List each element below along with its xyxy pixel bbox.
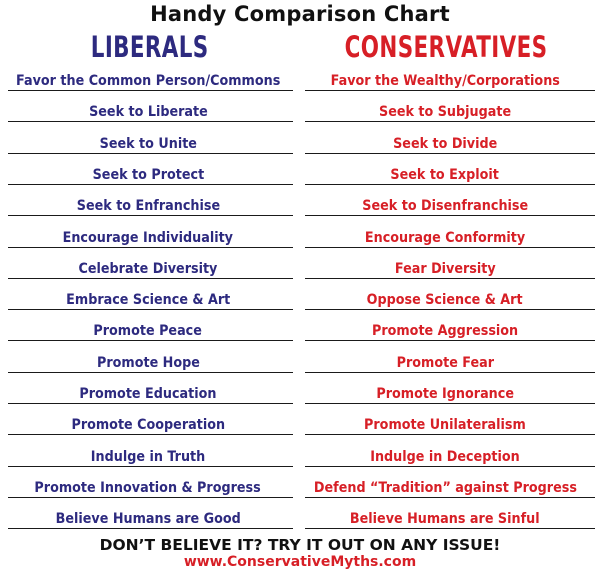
liberal-trait-text: Believe Humans are Good [55, 511, 241, 527]
liberal-trait-text: Encourage Individuality [62, 230, 234, 246]
row-divider-left [8, 215, 293, 216]
comparison-row [0, 248, 600, 279]
row-divider-right [305, 121, 595, 122]
comparison-row [0, 342, 600, 373]
conservative-trait-text: Encourage Conformity [364, 230, 526, 246]
footer-website-link[interactable]: www.ConservativeMyths.com [183, 554, 417, 570]
comparison-row [0, 60, 600, 91]
comparison-row [0, 91, 600, 122]
liberal-trait-text: Seek to Protect [92, 167, 204, 183]
conservatives-heading-text: CONSERVATIVES [344, 30, 548, 64]
row-divider-right [305, 528, 595, 529]
comparison-row [0, 373, 600, 404]
conservative-trait-text: Fear Diversity [394, 261, 496, 277]
conservative-trait-text: Seek to Exploit [390, 167, 500, 183]
row-divider-left [8, 340, 293, 341]
comparison-row [0, 436, 600, 467]
liberal-trait-text: Celebrate Diversity [78, 261, 218, 277]
comparison-row [0, 498, 600, 529]
conservative-trait-text: Indulge in Deception [370, 449, 520, 465]
liberal-trait-text: Promote Peace [93, 323, 203, 339]
row-divider-left [8, 434, 293, 435]
conservative-trait-text: Promote Unilateralism [364, 417, 526, 433]
row-divider-right [305, 215, 595, 216]
conservative-trait-text: Defend “Tradition” against Progress [313, 480, 577, 496]
liberal-trait-text: Promote Hope [96, 355, 200, 371]
liberal-trait-text: Seek to Unite [99, 136, 197, 152]
row-divider-left [8, 528, 293, 529]
liberal-trait-text: Promote Innovation & Progress [34, 480, 262, 496]
footer-call-to-action: DON’T BELIEVE IT? TRY IT OUT ON ANY ISSUE! [99, 536, 501, 554]
comparison-row [0, 279, 600, 310]
comparison-row [0, 217, 600, 248]
liberal-trait-text: Embrace Science & Art [65, 292, 231, 308]
conservative-trait-text: Promote Fear [396, 355, 494, 371]
comparison-row [0, 154, 600, 185]
comparison-row [0, 185, 600, 216]
comparison-row [0, 404, 600, 435]
row-divider-right [305, 340, 595, 341]
liberal-trait-text: Promote Cooperation [71, 417, 225, 433]
comparison-row [0, 123, 600, 154]
chart-title: Handy Comparison Chart [150, 2, 450, 26]
liberal-trait-text: Indulge in Truth [90, 449, 206, 465]
row-divider-left [8, 121, 293, 122]
comparison-row [0, 467, 600, 498]
row-divider-right [305, 434, 595, 435]
conservative-trait-text: Promote Ignorance [376, 386, 514, 402]
liberal-trait-text: Seek to Enfranchise [76, 198, 220, 214]
conservative-trait-text: Believe Humans are Sinful [350, 511, 540, 527]
liberal-trait-text: Favor the Common Person/Commons [15, 73, 281, 89]
conservative-trait-text: Promote Aggression [371, 323, 519, 339]
liberals-heading-text: LIBERALS [91, 30, 209, 64]
comparison-row [0, 310, 600, 341]
liberal-trait-text: Seek to Liberate [88, 104, 208, 120]
conservative-trait-text: Seek to Subjugate [378, 104, 512, 120]
liberal-trait-text: Promote Education [79, 386, 217, 402]
conservative-trait-text: Favor the Wealthy/Corporations [330, 73, 560, 89]
conservative-trait-text: Seek to Disenfranchise [362, 198, 528, 214]
conservative-trait-text: Seek to Divide [392, 136, 498, 152]
conservative-trait-text: Oppose Science & Art [367, 292, 523, 308]
